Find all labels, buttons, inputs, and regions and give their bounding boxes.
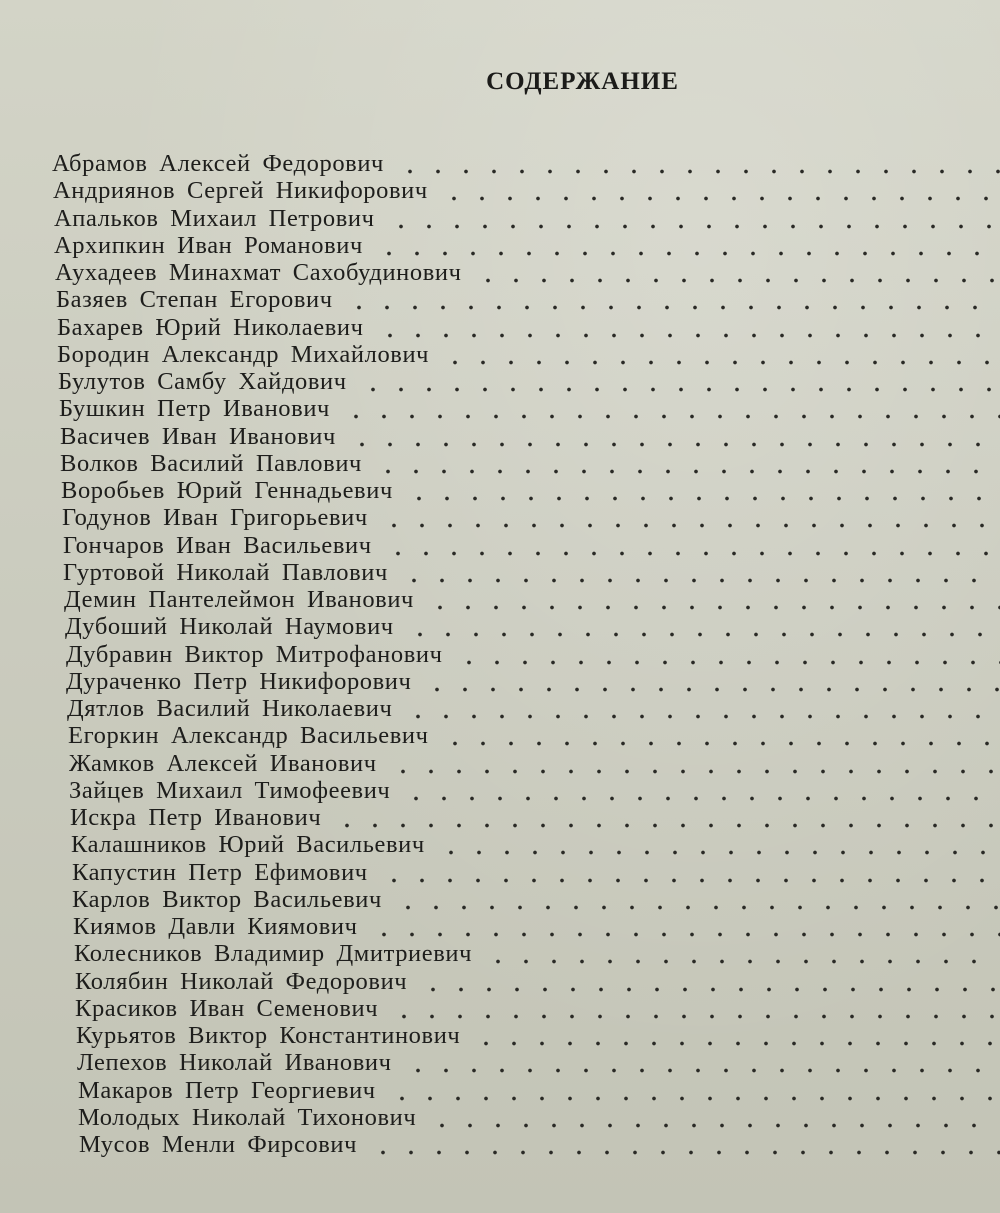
toc-entry-name: Колесников Владимир Дмитриевич	[74, 940, 473, 968]
toc-entry	[0, 1077, 1000, 1104]
toc-entry	[0, 750, 1000, 777]
toc-entry	[0, 968, 1000, 995]
toc-dot-leader	[384, 532, 1000, 559]
toc-entry	[0, 1131, 1000, 1158]
toc-dot-leader	[342, 395, 1000, 422]
toc-entry-name: Зайцев Михаил Тимофеевич	[69, 776, 391, 804]
toc-entry	[0, 586, 1000, 613]
toc-dot-leader	[380, 504, 1000, 531]
toc-entry-name: Дубоший Николай Наумович	[65, 613, 394, 641]
toc-entry	[0, 559, 1000, 586]
toc-entry	[0, 504, 1000, 531]
toc-entry	[0, 205, 1000, 232]
toc-entry-name: Гончаров Иван Васильевич	[63, 531, 372, 559]
toc-entry-name: Красиков Иван Семенович	[75, 994, 379, 1022]
toc-entry-name: Молодых Николай Тихонович	[78, 1103, 417, 1131]
toc-entry	[0, 777, 1000, 804]
toc-dot-leader	[441, 722, 1000, 749]
toc-entry-name: Аухадеев Минахмат Сахобудинович	[55, 259, 462, 286]
toc-entry-name: Калашников Юрий Васильевич	[71, 831, 425, 859]
toc-entry-name: Годунов Иван Григорьевич	[62, 504, 368, 532]
toc-dot-leader	[428, 1104, 1000, 1131]
toc-entry-name: Андриянов Сергей Никифорович	[53, 177, 428, 205]
toc-dot-leader	[369, 1131, 1000, 1158]
toc-entry-name: Демин Пантелеймон Иванович	[64, 586, 414, 613]
toc-entry-name: Карлов Виктор Васильевич	[72, 885, 382, 913]
page-title: СОДЕРЖАНИЕ	[486, 68, 679, 95]
toc-entry	[0, 232, 1000, 259]
toc-entry	[0, 940, 1000, 967]
toc-entry-name: Базяев Степан Егорович	[56, 286, 333, 314]
toc-dot-leader	[333, 804, 1000, 831]
toc-entry	[0, 341, 1000, 368]
toc-entry-name: Лепехов Николай Иванович	[77, 1049, 392, 1077]
toc-entry-name: Волков Василий Павлович	[60, 449, 362, 477]
toc-dot-leader	[380, 859, 1000, 886]
toc-dot-leader	[440, 177, 1000, 204]
toc-entry-name: Дятлов Василий Николаевич	[67, 695, 393, 722]
toc-dot-leader	[423, 668, 1000, 695]
toc-entry-name: Курьятов Виктор Константинович	[76, 1022, 461, 1049]
toc-entry	[0, 613, 1000, 640]
toc-dot-leader	[390, 995, 1000, 1022]
toc-dot-leader	[455, 641, 1000, 668]
toc-entry	[0, 668, 1000, 695]
toc-entry	[0, 722, 1000, 749]
toc-dot-leader	[400, 559, 1000, 586]
toc-dot-leader	[426, 586, 1000, 613]
toc-entry	[0, 314, 1000, 341]
toc-entry-name: Воробьев Юрий Геннадьевич	[61, 477, 393, 504]
toc-dot-leader	[374, 450, 1000, 477]
toc-entry	[0, 477, 1000, 504]
toc-dot-leader	[376, 314, 1000, 341]
toc-entry-name: Капустин Петр Ефимович	[72, 858, 368, 886]
toc-entry-name: Искра Петр Иванович	[70, 804, 322, 831]
toc-dot-leader	[389, 750, 1000, 777]
toc-entry	[0, 1022, 1000, 1049]
toc-entry	[0, 1104, 1000, 1131]
toc-dot-leader	[405, 477, 1000, 504]
table-of-contents	[0, 150, 1000, 1158]
toc-dot-leader	[437, 831, 1000, 858]
toc-dot-leader	[375, 232, 1000, 259]
toc-entry	[0, 150, 1000, 177]
toc-dot-leader	[441, 341, 1000, 368]
toc-entry-name: Абрамов Алексей Федорович	[52, 150, 384, 177]
toc-dot-leader	[402, 777, 1000, 804]
toc-entry-name: Колябин Николай Федорович	[75, 967, 408, 995]
toc-dot-leader	[404, 695, 1000, 722]
toc-entry-name: Макаров Петр Георгиевич	[78, 1076, 376, 1104]
toc-dot-leader	[406, 613, 1000, 640]
toc-dot-leader	[394, 886, 1000, 913]
toc-entry	[0, 532, 1000, 559]
toc-entry-name: Васичев Иван Иванович	[60, 422, 336, 450]
toc-entry-name: Бородин Александр Михайлович	[57, 340, 430, 368]
toc-entry-name: Егоркин Александр Васильевич	[68, 722, 429, 750]
toc-entry	[0, 695, 1000, 722]
toc-entry	[0, 831, 1000, 858]
toc-entry	[0, 641, 1000, 668]
toc-dot-leader	[387, 205, 1000, 232]
toc-entry	[0, 286, 1000, 313]
toc-entry	[0, 259, 1000, 286]
toc-dot-leader	[359, 368, 1000, 395]
toc-entry-name: Бушкин Петр Иванович	[59, 395, 330, 423]
toc-dot-leader	[472, 1022, 1000, 1049]
toc-dot-leader	[348, 423, 1000, 450]
toc-entry-name: Архипкин Иван Романович	[54, 231, 363, 259]
toc-dot-leader	[388, 1077, 1000, 1104]
toc-entry-name: Гуртовой Николай Павлович	[63, 558, 388, 586]
toc-dot-leader	[474, 259, 1000, 286]
toc-dot-leader	[484, 940, 1000, 967]
toc-entry-name: Жамков Алексей Иванович	[69, 749, 377, 777]
toc-entry	[0, 395, 1000, 422]
toc-entry	[0, 913, 1000, 940]
toc-dot-leader	[370, 913, 1000, 940]
toc-entry	[0, 368, 1000, 395]
toc-entry-name: Бахарев Юрий Николаевич	[57, 313, 364, 341]
toc-entry	[0, 995, 1000, 1022]
toc-entry	[0, 450, 1000, 477]
toc-dot-leader	[419, 968, 1000, 995]
toc-entry-name: Дубравин Виктор Митрофанович	[66, 640, 443, 668]
toc-entry-name: Апальков Михаил Петрович	[54, 204, 375, 232]
toc-entry	[0, 886, 1000, 913]
toc-dot-leader	[396, 150, 1000, 177]
toc-entry	[0, 804, 1000, 831]
toc-entry	[0, 177, 1000, 204]
toc-entry	[0, 423, 1000, 450]
toc-entry	[0, 1049, 1000, 1076]
toc-entry-name: Булутов Самбу Хайдович	[58, 368, 347, 395]
toc-entry-name: Киямов Давли Киямович	[73, 913, 358, 940]
toc-entry	[0, 859, 1000, 886]
toc-dot-leader	[345, 286, 1000, 313]
toc-entry-name: Мусов Менли Фирсович	[79, 1131, 357, 1158]
toc-entry-name: Дураченко Петр Никифорович	[66, 667, 412, 695]
toc-dot-leader	[404, 1049, 1000, 1076]
